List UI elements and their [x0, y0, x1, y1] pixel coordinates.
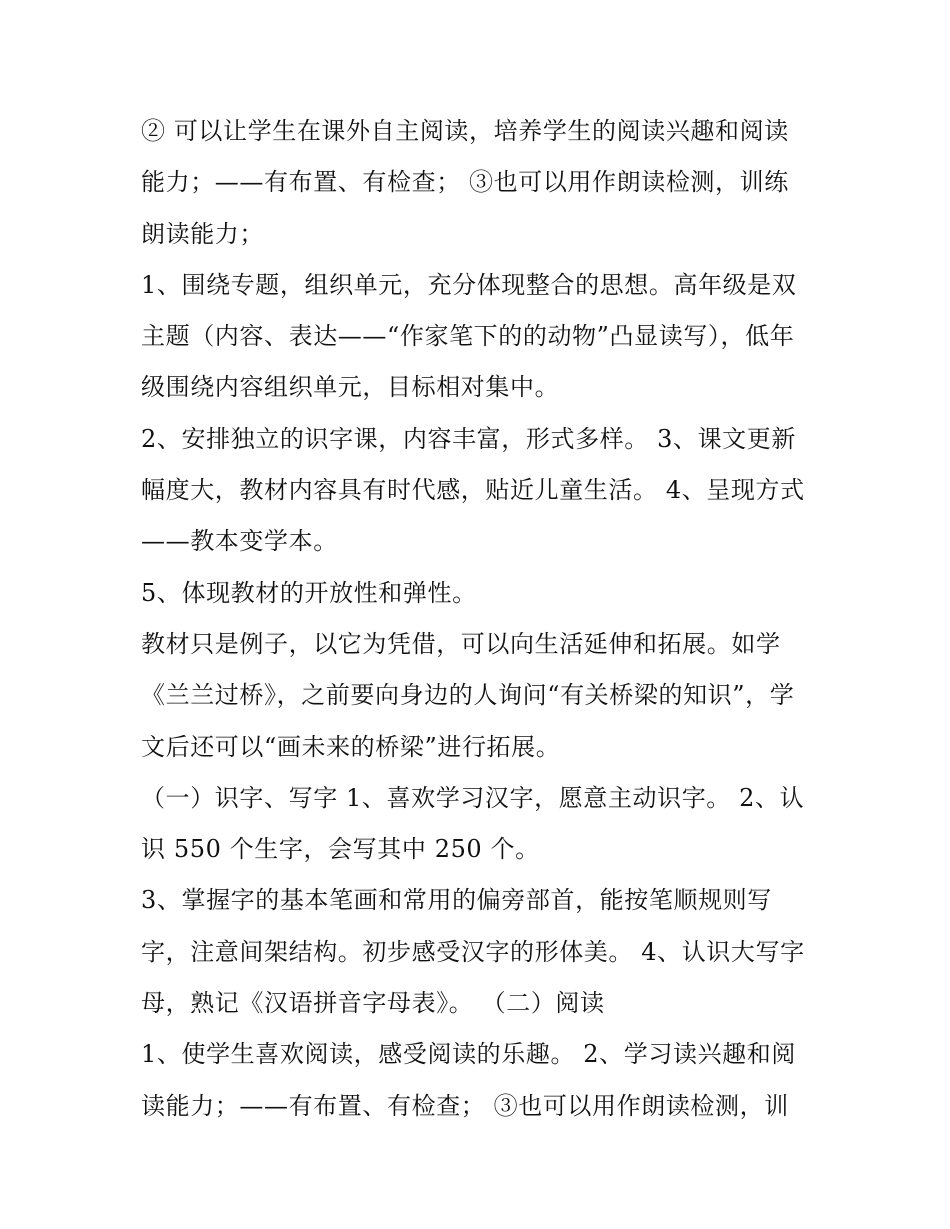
document-body — [141, 106, 821, 1132]
text-line: 2、安排独立的识字课，内容丰富，形式多样。 3、课文更新 — [141, 424, 796, 453]
text-line: 《兰兰过桥》，之前要向身边的人询问“有关桥梁的知识”，学 — [141, 681, 795, 710]
text-line: 主题（内容、表达——“作家笔下的的动物”凸显读写），低年 — [141, 322, 795, 351]
text-line: ——教本变学本。 — [141, 527, 338, 556]
text-line: 字，注意间架结构。初步感受汉字的形体美。 4、认识大写字 — [141, 937, 805, 966]
text-line: 5、体现教材的开放性和弹性。 — [141, 578, 477, 607]
text-line: 级围绕内容组织单元，目标相对集中。 — [141, 373, 560, 402]
text-line: 朗读能力； — [141, 219, 264, 248]
text-line: 文后还可以“画未来的桥梁”进行拓展。 — [141, 732, 561, 761]
text-line: 3、掌握字的基本笔画和常用的偏旁部首，能按笔顺规则写 — [141, 886, 772, 915]
text-line: 读能力；——有布置、有检查； ③也可以用作朗读检测，训 — [141, 1091, 789, 1120]
text-line: ② 可以让学生在课外自主阅读，培养学生的阅读兴趣和阅读 — [141, 117, 789, 145]
text-line: 幅度大，教材内容具有时代感，贴近儿童生活。 4、呈现方式 — [141, 476, 805, 505]
text-line: 母，熟记《汉语拼音字母表》。 （二）阅读 — [141, 989, 605, 1018]
text-line: （一）识字、写字 1、喜欢学习汉字，愿意主动识字。 2、认 — [141, 783, 805, 812]
text-line: 识 550 个生字，会写其中 250 个。 — [141, 835, 540, 864]
text-line: 教材只是例子，以它为凭借，可以向生活延伸和拓展。如学 — [141, 629, 781, 658]
text-line: 1、使学生喜欢阅读，感受阅读的乐趣。 2、学习读兴趣和阅 — [141, 1040, 796, 1069]
text-line: 1、围绕专题，组织单元，充分体现整合的思想。高年级是双 — [141, 270, 797, 299]
text-line: 能力；——有布置、有检查； ③也可以用作朗读检测，训练 — [141, 168, 789, 197]
